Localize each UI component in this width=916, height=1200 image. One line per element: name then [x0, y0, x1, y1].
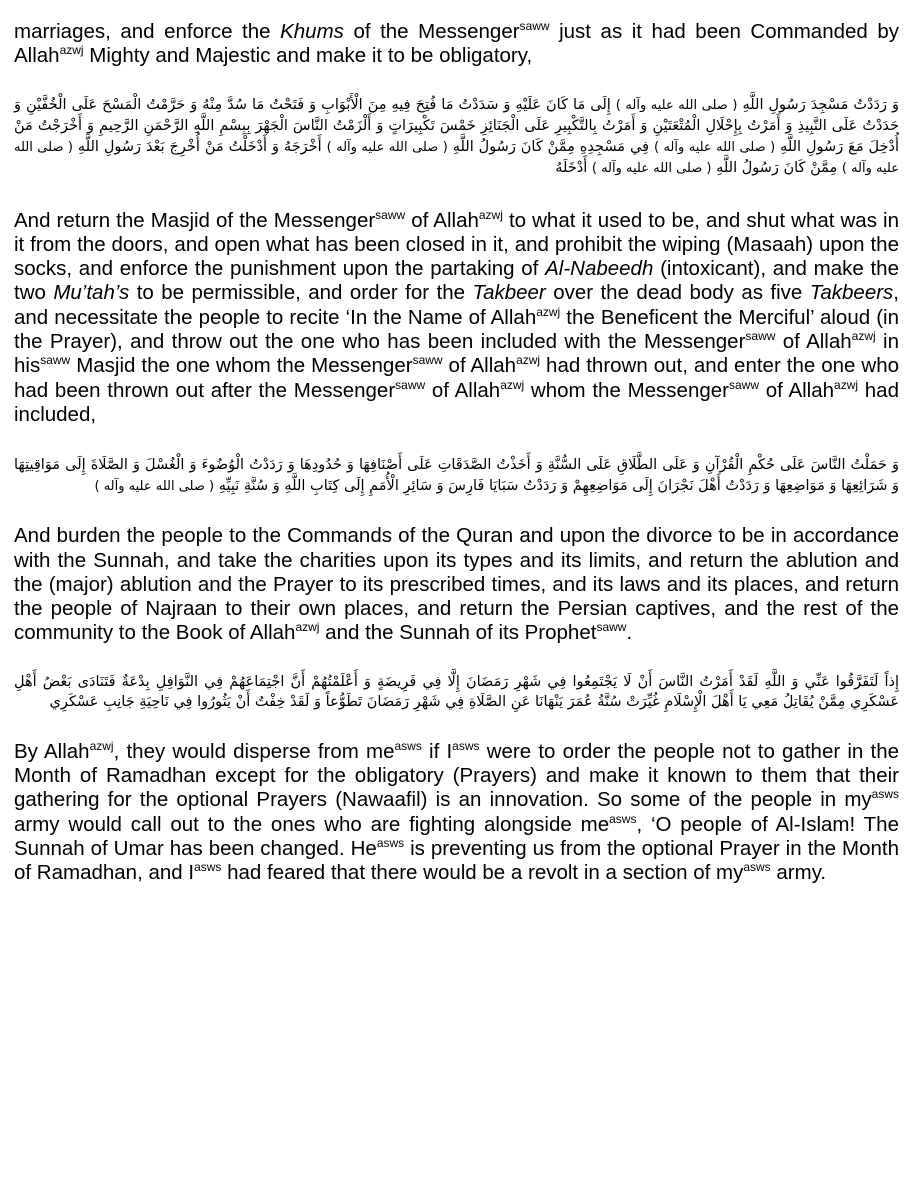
honorific-asws: asws	[394, 738, 422, 753]
honorific-azwj: azwj	[516, 353, 541, 368]
english-paragraph-3: And burden the people to the Commands of the Quran and upon the divorce to be in accordance with the Sunnah, and take the charities upon its types and its limits, and return the ablution and the (major) ablution and the Prayer to its prescribed times, and its laws and its places, and return the people of Najraan to their own places, and return the Persian captives, and the rest of the community to the Book of Allah$^{azwj}$ and the Sunnah of its Prophet$^{saww}$.	[14, 524, 899, 645]
salutation: ( صلى الله عليه وآله )	[615, 97, 738, 113]
english-paragraph-1: marriages, and enforce the Khums of the Messenger$^{saww}$ just as it had been Commanded by Allah$^{azwj}$ Mighty and Majestic and make it to be obligatory,	[14, 19, 899, 68]
honorific-azwj: azwj	[478, 207, 503, 222]
honorific-azwj: azwj	[295, 620, 320, 635]
honorific-azwj: azwj	[834, 377, 859, 392]
arabic-paragraph-1: وَ رَدَدْتُ مَسْجِدَ رَسُولِ اللَّهِ ( صلى الله عليه وآله ) إِلَى مَا كَانَ عَلَيْهِ وَ سَدَدْتُ مَا فُتِحَ فِيهِ مِنَ الْأَبْوَابِ وَ فَتَحْتُ مَا سُدَّ مِنْهُ وَ حَرَّمْتُ الْمَسْحَ عَلَى الْخُفَّيْنِ وَ حَدَدْتُ عَلَى النَّبِيذِ وَ أَمَرْتُ بِإِحْلَالِ الْمُتْعَتَيْنِ وَ أَمَرْتُ بِالتَّكْبِيرِ عَلَى الْجَنَائِزِ خَمْسَ تَكْبِيرَاتٍ وَ أَلْزَمْتُ النَّاسَ الْجَهْرَ بِبِسْمِ اللَّهِ الرَّحْمَنِ الرَّحِيمِ وَ أَخْرَجْتُ مَنْ أُدْخِلَ مَعَ رَسُولِ اللَّهِ ( صلى الله عليه وآله ) فِي مَسْجِدِهِ مِمَّنْ كَانَ رَسُولُ اللَّهِ ( صلى الله عليه وآله ) أَخْرَجَهُ وَ أَدْخَلْتُ مَنْ أُخْرِجَ بَعْدَ رَسُولِ اللَّهِ ( صلى الله عليه وآله ) مِمَّنْ كَانَ رَسُولُ اللَّهِ ( صلى الله عليه وآله ) أَدْخَلَهُ	[14, 96, 899, 177]
honorific-saww: saww	[395, 377, 426, 392]
honorific-asws: asws	[452, 738, 480, 753]
english-paragraph-4: By Allah$^{azwj}$, they would disperse from $me^{asws}$ if $I^{asws}$ were to order the people not to gather in the Month of Ramadhan except for the obligatory (Prayers) and make it known to them that their gathering for the optional Prayers (Nawaafil) is an innovation. So some of the people in $my^{asws}$ army would call out to the ones who are fighting alongside $me^{asws}$, ‘O people of Al-Islam! The Sunnah of Umar has been changed. $He^{asws}$ is preventing us from the optional Prayer in the Month of Ramadhan, and $I^{asws}$ had feared that there would be a revolt in a section of $my^{asws}$ army.	[14, 738, 900, 885]
honorific-azwj: azwj	[851, 329, 876, 344]
honorific-saww: saww	[729, 377, 760, 392]
honorific-asws: asws	[376, 835, 405, 850]
honorific-saww: saww	[412, 353, 443, 368]
honorific-asws: asws	[871, 787, 899, 802]
arabic-paragraph-2: وَ حَمَلْتُ النَّاسَ عَلَى حُكْمِ الْقُرْآنِ وَ عَلَى الطَّلَاقِ عَلَى السُّنَّةِ وَ أَخَذْتُ الصَّدَقَاتِ عَلَى أَصْنَافِهَا وَ حُدُودِهَا وَ رَدَدْتُ الْوُضُوءَ وَ الْغُسْلَ وَ الصَّلَاةَ إِلَى مَوَاقِيتِهَا وَ شَرَائِعِهَا وَ مَوَاضِعِهَا وَ رَدَدْتُ أَهْلَ نَجْرَانَ إِلَى مَوَاضِعِهِمْ وَ رَدَدْتُ سَبَايَا فَارِسَ وَ سَائِرِ الْأُمَمِ إِلَى كِتَابِ اللَّهِ وَ سُنَّةِ نَبِيِّهِ ( صلى الله عليه وآله )	[14, 457, 899, 494]
honorific-saww: saww	[745, 329, 776, 344]
salutation: ( صلى الله عليه وآله )	[94, 478, 215, 494]
english-paragraph-2: And return the Masjid of the Messenger$^{saww}$ of Allah$^{azwj}$ to what it used to be, and shut what was in it from the doors, and open what has been closed in it, and prohibit the wiping (Masaah) upon the socks, and enforce the punishment upon the partaking of Al-Nabeedh (intoxicant), and make the two Mu’tah’s to be permissible, and order for the Takbeer over the dead body as five Takbeers, and necessitate the people to recite ‘In the Name of Allah$^{azwj}$ the Beneficent the Merciful’ aloud (in the Prayer), and throw out the one who has been included with the Messenger$^{saww}$ of Allah$^{azwj}$ in his$^{saww}$ Masjid the one whom the Messenger$^{saww}$ of Allah$^{azwj}$ had thrown out, and enter the one who had been thrown out after the Messenger$^{saww}$ of Allah$^{azwj}$ whom the Messenger$^{saww}$ of Allah$^{azwj}$ had included,	[14, 207, 899, 426]
salutation: ( صلى الله عليه وآله )	[14, 139, 899, 177]
honorific-saww: saww	[40, 353, 71, 368]
honorific-azwj: azwj	[500, 377, 525, 392]
honorific-azwj: azwj	[536, 304, 561, 319]
honorific-azwj: azwj	[59, 43, 84, 58]
salutation: ( صلى الله عليه وآله )	[591, 161, 712, 177]
salutation: ( صلى الله عليه وآله )	[653, 139, 776, 155]
arabic-paragraph-3: إِذاً لَتَفَرَّقُوا عَنِّي وَ اللَّهِ لَقَدْ أَمَرْتُ النَّاسَ أَنْ لَا يَجْتَمِعُوا فِي شَهْرِ رَمَضَانَ إِلَّا فِي فَرِيضَةٍ وَ أَعْلَمْتُهُمْ أَنَّ اجْتِمَاعَهُمْ فِي النَّوَافِلِ بِدْعَةٌ فَتَنَادَى بَعْضُ أَهْلِ عَسْكَرِي مِمَّنْ يُقَاتِلُ مَعِي يَا أَهْلَ الْإِسْلَامِ غُيِّرَتْ سُنَّةُ عُمَرَ يَنْهَانَا عَنِ الصَّلَاةِ فِي شَهْرِ رَمَضَانَ تَطَوُّعاً وَ لَقَدْ خِفْتُ أَنْ يَثُورُوا فِي نَاحِيَةِ جَانِبِ عَسْكَرِي	[14, 673, 899, 711]
honorific-asws: asws	[194, 860, 222, 875]
honorific-azwj: azwj	[89, 738, 114, 753]
salutation: ( صلى الله عليه وآله )	[326, 139, 448, 155]
honorific-saww: saww	[519, 19, 550, 33]
honorific-saww: saww	[596, 620, 627, 635]
honorific-asws: asws	[609, 811, 637, 826]
honorific-saww: saww	[375, 207, 406, 222]
honorific-asws: asws	[743, 860, 771, 875]
document-page	[14, 4, 899, 886]
